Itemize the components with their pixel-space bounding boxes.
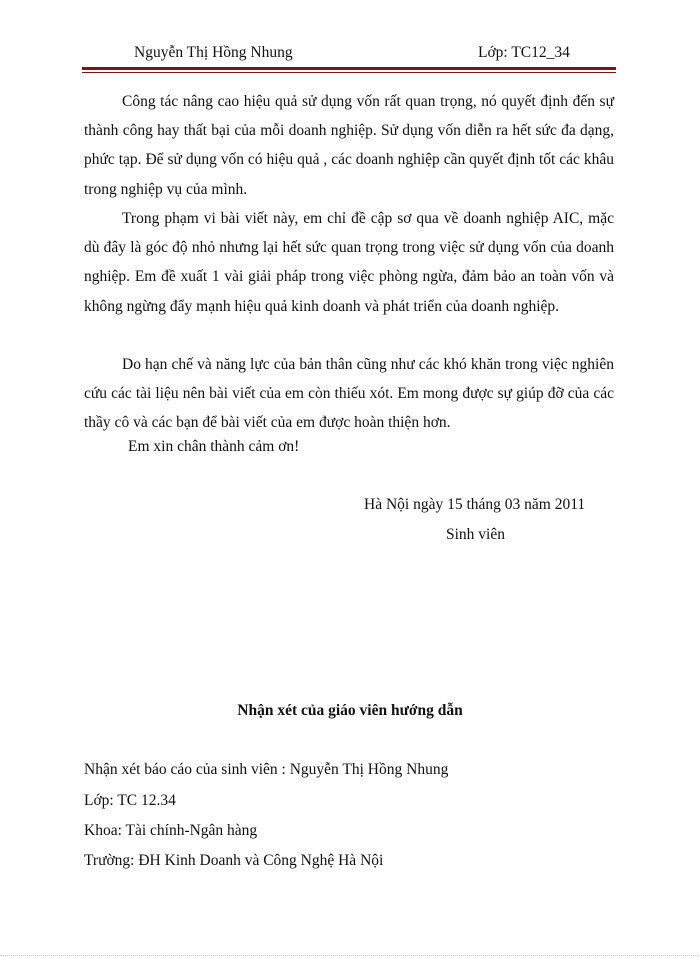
header-rule-thick: [82, 67, 616, 70]
review-title: Nhận xét của giáo viên hướng dẫn: [237, 702, 463, 719]
page-header: [82, 44, 614, 66]
page-bottom-border: [0, 955, 700, 956]
header-rule-thin: [82, 72, 616, 73]
review-class-line: Lớp: TC 12.34: [84, 792, 176, 809]
body-paragraph-1: Công tác nâng cao hiệu quả sử dụng vốn rất quan trọng, nó quyết định đến sự thành công hay thất bại của mỗi doanh nghiệp. Sử dụng vốn diễn ra hết sức đa dạng, phức tạp. Để sử dụng vốn có hiệu quả , các doanh nghiệp cần quyết định tốt các khâu trong nghiệp vụ của mình.: [84, 93, 614, 198]
header-student-name: Nguyễn Thị Hồng Nhung: [134, 44, 293, 61]
signature-date: Hà Nội ngày 15 tháng 03 năm 2011: [364, 496, 586, 513]
thanks-line: Em xin chân thành cảm ơn!: [128, 438, 300, 455]
header-class-label: Lớp: TC12_34: [478, 44, 570, 61]
review-student-line: Nhận xét báo cáo của sinh viên : Nguyễn Thị Hồng Nhung: [84, 761, 449, 778]
review-faculty-line: Khoa: Tài chính-Ngân hàng: [84, 822, 258, 839]
signature-signer: Sinh viên: [446, 526, 505, 543]
body-paragraph-2: Trong phạm vi bài viết này, em chỉ đề cập sơ qua về doanh nghiệp AIC, mặc dù đây là góc độ nhỏ nhưng lại hết sức quan trọng trong việc sử dụng vốn của doanh nghiệp. Em đề xuất 1 vài giải pháp trong việc phòng ngừa, đảm bảo an toàn vốn và không ngừng đẩy mạnh hiệu quả kinh doanh và phát triển của doanh nghiệp.: [84, 210, 614, 315]
review-school-line: Trường: ĐH Kinh Doanh và Công Nghệ Hà Nội: [84, 852, 384, 869]
body-paragraph-3: Do hạn chế và năng lực của bản thân cũng như các khó khăn trong việc nghiên cứu các tài liệu nên bài viết của em còn thiếu xót. Em mong được sự giúp đỡ của các thầy cô và các bạn để bài viết của em được hoàn thiện hơn.: [84, 356, 614, 432]
